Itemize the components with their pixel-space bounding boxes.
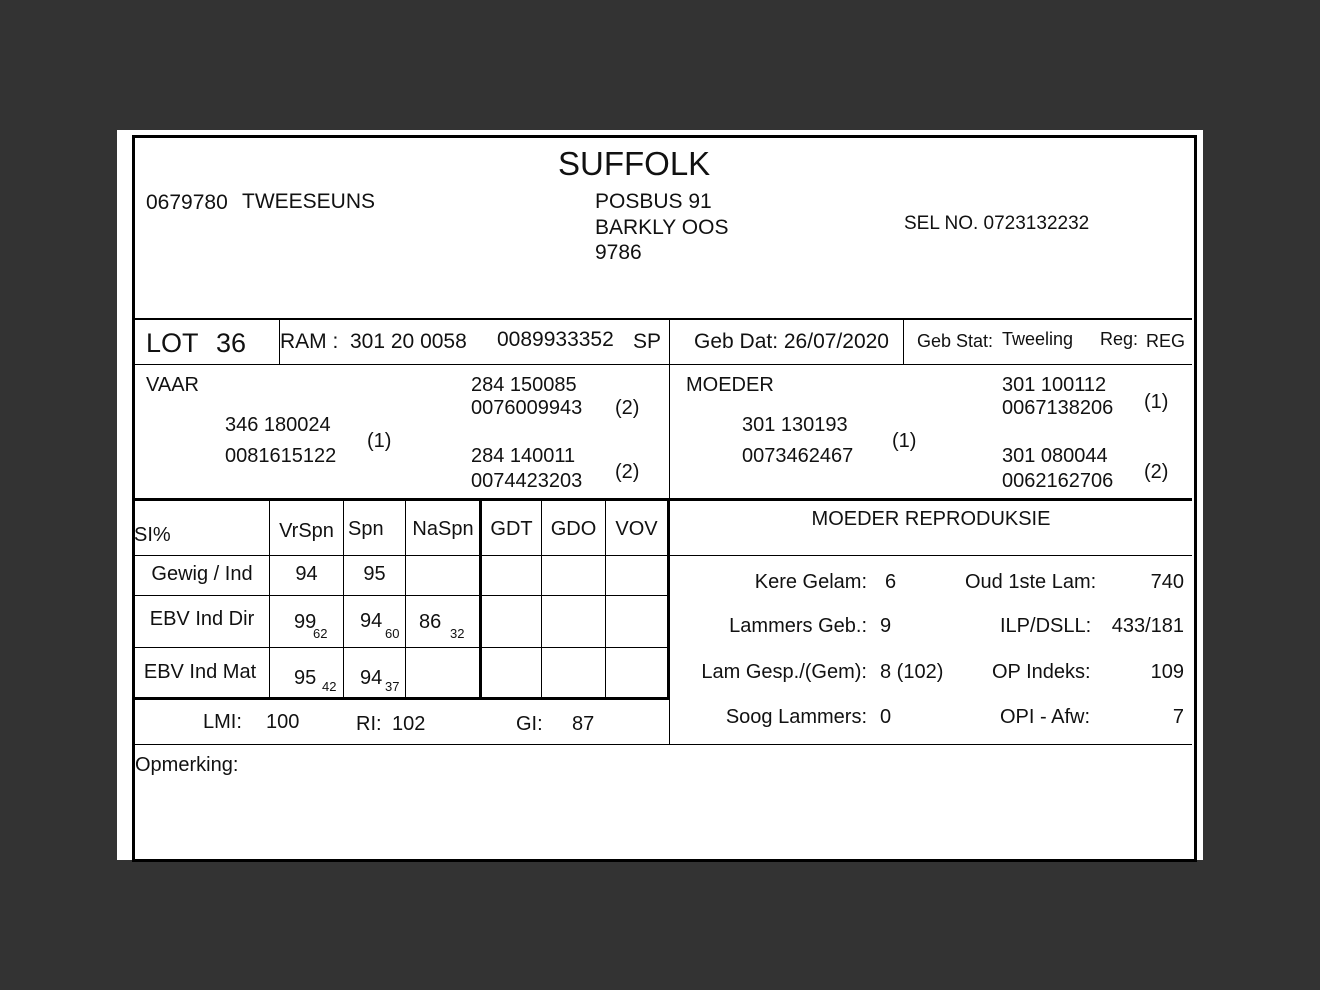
dam-sire-mark: (1) (1144, 391, 1169, 413)
breeder-name: TWEESEUNS (242, 190, 376, 213)
si-vrspn-value: 99 (294, 611, 317, 633)
phone-number: SEL NO. 0723132232 (904, 213, 1090, 234)
si-vrspn-accuracy: 42 (322, 679, 337, 694)
si-col-divider (343, 501, 344, 698)
birth-status-label: Geb Stat: (917, 331, 994, 351)
si-spn-accuracy: 60 (385, 626, 400, 641)
soog-lammers-label: Soog Lammers: (725, 706, 867, 728)
birth-cell-divider (903, 319, 904, 364)
dam-label: MOEDER (686, 374, 774, 396)
dam-dam-registration: 0062162706 (1002, 470, 1114, 492)
lammers-geb-label: Lammers Geb.: (729, 615, 867, 637)
dam-dam-mark: (2) (1144, 461, 1169, 483)
sire-label: VAAR (146, 374, 199, 396)
si-header-label: SI% (134, 524, 171, 546)
dam-dam-id: 301 080044 (1002, 445, 1108, 467)
kere-gelam-value: 6 (885, 571, 897, 593)
si-row-label: Gewig / Ind (151, 563, 253, 585)
remarks-divider (135, 744, 1192, 745)
ram-label: RAM : (280, 330, 339, 353)
si-vrspn-value: 94 (295, 563, 318, 585)
sire-dam-id: 284 140011 (471, 445, 576, 467)
si-row1-divider (135, 595, 670, 596)
si-header-spn: Spn (348, 518, 384, 540)
si-vrspn-accuracy: 62 (313, 626, 328, 641)
reg-value: REG (1146, 331, 1186, 351)
lot-number: 36 (216, 328, 247, 358)
lammers-geb-value: 9 (880, 615, 892, 637)
ram-id: 301 20 0058 (350, 330, 467, 353)
si-header-vrspn: VrSpn (279, 520, 334, 542)
birth-status: Tweeling (1002, 329, 1074, 349)
dam-mark: (1) (892, 430, 917, 452)
ri-label: RI: (356, 713, 382, 735)
sire-mark: (1) (367, 430, 392, 452)
kere-gelam-label: Kere Gelam: (754, 571, 867, 593)
op-indeks-value: 109 (1150, 661, 1184, 683)
repro-title: MOEDER REPRODUKSIE (811, 508, 1051, 530)
si-header-divider (135, 555, 670, 556)
oud-1ste-lam-value: 740 (1150, 571, 1184, 593)
opi-afw-value: 7 (1172, 706, 1184, 728)
opi-afw-label: OPI - Afw: (1000, 706, 1091, 728)
ri-value: 102 (392, 713, 426, 735)
si-row2-divider (135, 647, 670, 648)
sire-sire-id: 284 150085 (471, 374, 577, 396)
si-naspn-accuracy: 32 (450, 626, 465, 641)
si-header-naspn: NaSpn (412, 518, 474, 540)
lmi-value: 100 (266, 711, 300, 733)
si-spn-value: 95 (363, 563, 386, 585)
breed-title: SUFFOLK (558, 145, 711, 182)
sire-dam-registration: 0074423203 (471, 470, 583, 492)
remarks-label: Opmerking: (135, 754, 239, 776)
address-line-1: POSBUS 91 (595, 190, 712, 213)
sire-id: 346 180024 (225, 414, 331, 436)
si-spn-value: 94 (360, 667, 383, 689)
breeder-code: 0679780 (146, 191, 228, 214)
lmi-label: LMI: (203, 711, 242, 733)
si-header-gdt: GDT (490, 518, 533, 540)
ram-code: SP (633, 330, 662, 353)
ilp-dsll-value: 433/181 (1111, 615, 1184, 637)
address-line-3: 9786 (595, 241, 642, 264)
lot-row-divider (135, 364, 1192, 365)
si-bottom-border (135, 697, 670, 700)
oud-1ste-lam-label: Oud 1ste Lam: (965, 571, 1097, 593)
si-header-gdo: GDO (550, 518, 597, 540)
soog-lammers-value: 0 (880, 706, 892, 728)
si-vrspn-value: 95 (294, 667, 317, 689)
sire-sire-registration: 0076009943 (471, 397, 583, 419)
header-divider (135, 318, 1192, 320)
dam-sire-registration: 0067138206 (1002, 397, 1114, 419)
birth-date: Geb Dat: 26/07/2020 (694, 330, 889, 353)
sire-registration: 0081615122 (225, 445, 337, 467)
reg-label: Reg: (1100, 329, 1139, 349)
si-spn-accuracy: 37 (385, 679, 400, 694)
lam-gesp-label: Lam Gesp./(Gem): (701, 661, 867, 683)
op-indeks-label: OP Indeks: (992, 661, 1091, 683)
ilp-dsll-label: ILP/DSLL: (1000, 615, 1092, 637)
ram-registration: 0089933352 (497, 328, 614, 351)
si-header-vov: VOV (615, 518, 658, 540)
gi-value: 87 (572, 713, 595, 735)
si-row-label: EBV Ind Mat (143, 661, 257, 683)
si-row-label: EBV Ind Dir (149, 608, 255, 630)
dam-registration: 0073462467 (742, 445, 854, 467)
sire-dam-mark: (2) (615, 461, 640, 483)
si-naspn-value: 86 (419, 611, 442, 633)
dam-sire-id: 301 100112 (1002, 374, 1107, 396)
repro-title-divider (670, 555, 1192, 556)
si-spn-value: 94 (360, 610, 383, 632)
lam-gesp-value: 8 (102) (880, 661, 944, 683)
sire-sire-mark: (2) (615, 397, 640, 419)
dam-id: 301 130193 (742, 414, 848, 436)
pedigree-divider (135, 498, 1192, 501)
gi-label: GI: (516, 713, 543, 735)
address-line-2: BARKLY OOS (595, 216, 729, 239)
lot-label: LOT (146, 328, 199, 358)
